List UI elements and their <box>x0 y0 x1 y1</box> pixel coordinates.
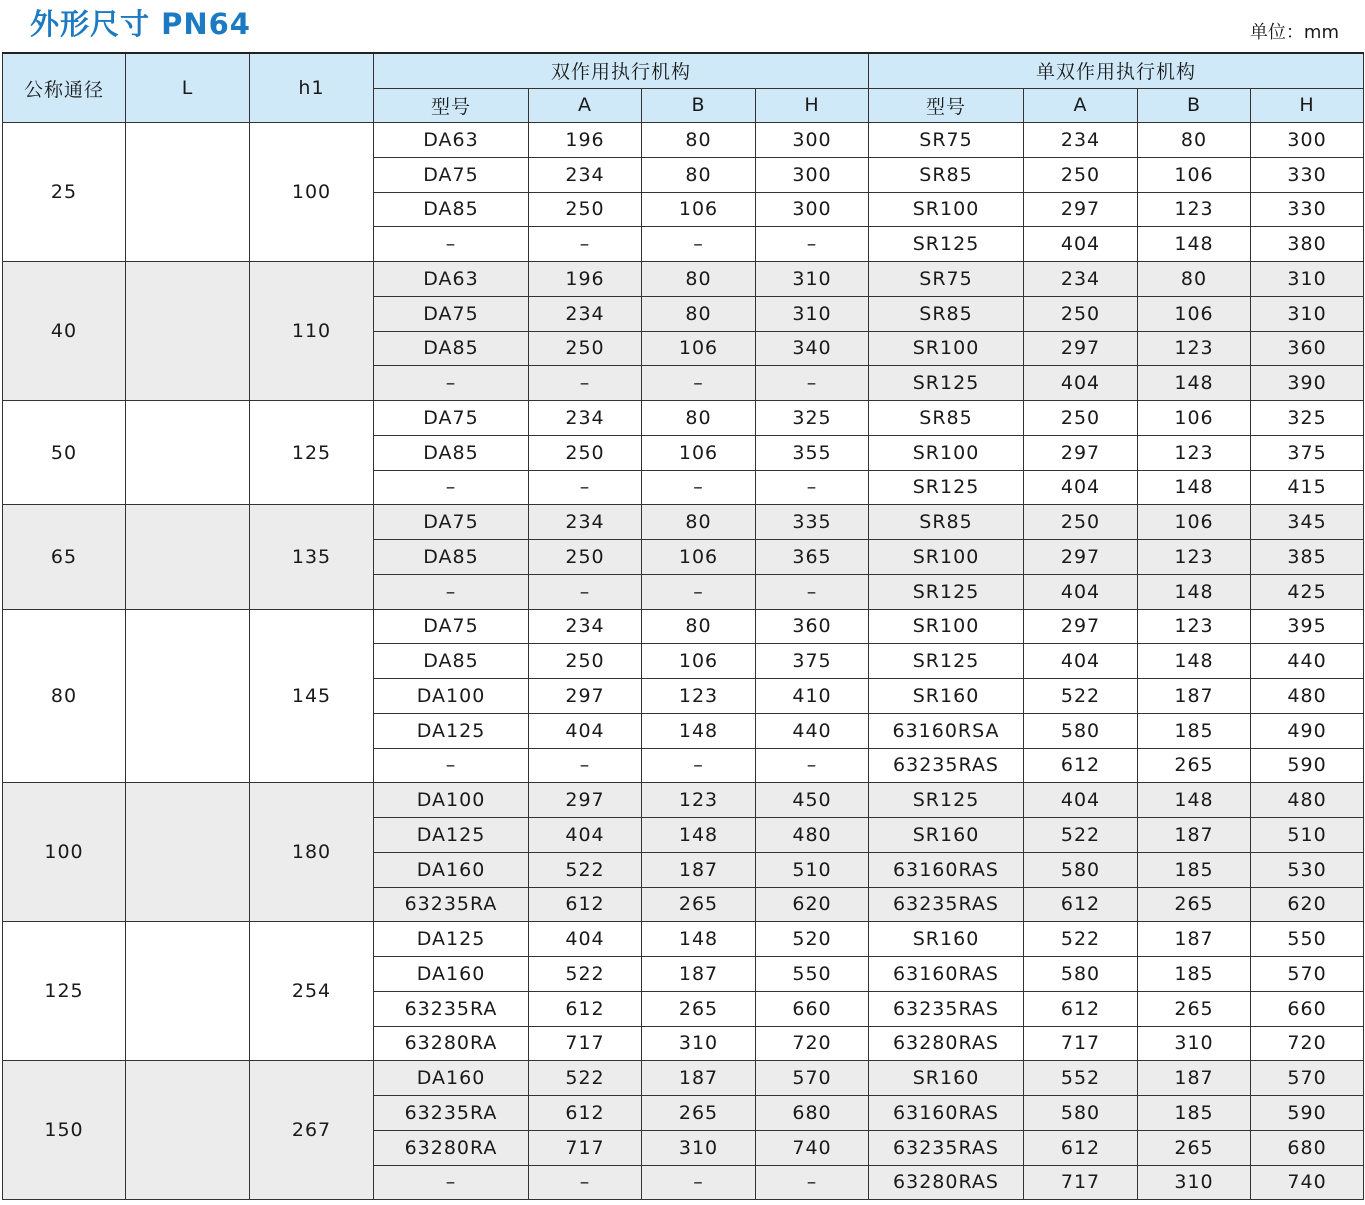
da-A-cell: 234 <box>529 296 642 331</box>
sr-B-cell: 80 <box>1138 123 1251 158</box>
da-B-cell: 148 <box>642 922 756 957</box>
sr-model-cell: SR100 <box>869 435 1024 470</box>
sr-model-cell: SR85 <box>869 296 1024 331</box>
sr-B-cell: 185 <box>1138 713 1251 748</box>
sr-A-cell: 250 <box>1024 505 1138 540</box>
sr-A-cell: 404 <box>1024 644 1138 679</box>
sr-H-cell: 345 <box>1251 505 1364 540</box>
sr-model-cell: 63160RAS <box>869 957 1024 992</box>
table-row <box>3 401 1364 436</box>
da-A-cell: – <box>529 1165 642 1200</box>
da-model-cell: – <box>374 366 529 401</box>
L-cell <box>126 783 250 922</box>
da-model-cell: DA160 <box>374 957 529 992</box>
sr-H-cell: 740 <box>1251 1165 1364 1200</box>
sr-H-cell: 390 <box>1251 366 1364 401</box>
da-model-cell: – <box>374 574 529 609</box>
sr-B-cell: 185 <box>1138 852 1251 887</box>
sr-H-cell: 310 <box>1251 296 1364 331</box>
da-A-cell: 522 <box>529 1061 642 1096</box>
header-single-double-acting: 单双作用执行机构 <box>869 53 1364 88</box>
nominal-diameter-cell: 80 <box>3 609 126 783</box>
da-B-cell: 265 <box>642 1096 756 1131</box>
sr-A-cell: 250 <box>1024 157 1138 192</box>
da-A-cell: 404 <box>529 818 642 853</box>
da-H-cell: 570 <box>756 1061 869 1096</box>
da-model-cell: DA85 <box>374 644 529 679</box>
da-A-cell: 234 <box>529 505 642 540</box>
sr-B-cell: 185 <box>1138 957 1251 992</box>
da-H-cell: 410 <box>756 679 869 714</box>
sr-H-cell: 570 <box>1251 957 1364 992</box>
sr-B-cell: 265 <box>1138 748 1251 783</box>
da-A-cell: 297 <box>529 679 642 714</box>
sr-model-cell: 63235RAS <box>869 748 1024 783</box>
da-H-cell: 300 <box>756 123 869 158</box>
table-row <box>3 609 1364 644</box>
sr-B-cell: 187 <box>1138 818 1251 853</box>
da-B-cell: – <box>642 470 756 505</box>
da-H-cell: – <box>756 366 869 401</box>
sr-model-cell: SR125 <box>869 366 1024 401</box>
da-A-cell: – <box>529 227 642 262</box>
sr-A-cell: 234 <box>1024 262 1138 297</box>
sr-B-cell: 148 <box>1138 366 1251 401</box>
da-B-cell: 80 <box>642 262 756 297</box>
sr-model-cell: SR85 <box>869 157 1024 192</box>
sr-B-cell: 148 <box>1138 227 1251 262</box>
sr-H-cell: 570 <box>1251 1061 1364 1096</box>
sr-B-cell: 106 <box>1138 401 1251 436</box>
sr-B-cell: 106 <box>1138 505 1251 540</box>
da-B-cell: 187 <box>642 852 756 887</box>
da-B-cell: 106 <box>642 192 756 227</box>
sr-H-cell: 660 <box>1251 991 1364 1026</box>
table-body <box>3 123 1364 1200</box>
L-cell <box>126 505 250 609</box>
sr-A-cell: 612 <box>1024 748 1138 783</box>
sr-B-cell: 148 <box>1138 644 1251 679</box>
da-H-cell: 720 <box>756 1026 869 1061</box>
da-B-cell: 106 <box>642 644 756 679</box>
da-model-cell: DA125 <box>374 818 529 853</box>
table-row <box>3 1061 1364 1096</box>
da-B-cell: 80 <box>642 157 756 192</box>
sr-model-cell: SR125 <box>869 574 1024 609</box>
da-model-cell: DA85 <box>374 331 529 366</box>
da-A-cell: 522 <box>529 852 642 887</box>
sr-A-cell: 717 <box>1024 1165 1138 1200</box>
sr-model-cell: SR75 <box>869 123 1024 158</box>
header-da-B: B <box>642 88 756 123</box>
sr-A-cell: 522 <box>1024 818 1138 853</box>
sr-model-cell: 63160RAS <box>869 1096 1024 1131</box>
da-H-cell: 355 <box>756 435 869 470</box>
sr-B-cell: 310 <box>1138 1026 1251 1061</box>
da-H-cell: – <box>756 227 869 262</box>
da-model-cell: DA63 <box>374 123 529 158</box>
da-H-cell: 550 <box>756 957 869 992</box>
sr-A-cell: 250 <box>1024 401 1138 436</box>
sr-B-cell: 123 <box>1138 609 1251 644</box>
da-model-cell: DA75 <box>374 401 529 436</box>
da-A-cell: 196 <box>529 262 642 297</box>
sr-H-cell: 330 <box>1251 157 1364 192</box>
L-cell <box>126 123 250 262</box>
L-cell <box>126 1061 250 1200</box>
da-model-cell: DA85 <box>374 192 529 227</box>
header-sr-B: B <box>1138 88 1251 123</box>
sr-A-cell: 404 <box>1024 227 1138 262</box>
sr-model-cell: 63160RSA <box>869 713 1024 748</box>
da-model-cell: 63280RA <box>374 1130 529 1165</box>
da-model-cell: DA125 <box>374 922 529 957</box>
da-H-cell: 300 <box>756 192 869 227</box>
da-model-cell: DA63 <box>374 262 529 297</box>
sr-H-cell: 425 <box>1251 574 1364 609</box>
da-H-cell: 310 <box>756 262 869 297</box>
sr-H-cell: 300 <box>1251 123 1364 158</box>
da-B-cell: 80 <box>642 401 756 436</box>
sr-H-cell: 590 <box>1251 1096 1364 1131</box>
da-H-cell: – <box>756 1165 869 1200</box>
sr-H-cell: 620 <box>1251 887 1364 922</box>
header-nominal-diameter: 公称通径 <box>3 53 126 123</box>
sr-B-cell: 123 <box>1138 331 1251 366</box>
da-B-cell: 123 <box>642 783 756 818</box>
sr-H-cell: 310 <box>1251 262 1364 297</box>
h1-cell: 110 <box>250 262 374 401</box>
da-model-cell: – <box>374 748 529 783</box>
da-model-cell: DA100 <box>374 783 529 818</box>
sr-model-cell: SR160 <box>869 679 1024 714</box>
da-B-cell: – <box>642 748 756 783</box>
da-A-cell: 250 <box>529 435 642 470</box>
da-H-cell: 310 <box>756 296 869 331</box>
sr-model-cell: SR100 <box>869 609 1024 644</box>
da-model-cell: DA85 <box>374 435 529 470</box>
header-da-H: H <box>756 88 869 123</box>
da-model-cell: DA125 <box>374 713 529 748</box>
h1-cell: 135 <box>250 505 374 609</box>
sr-H-cell: 680 <box>1251 1130 1364 1165</box>
da-model-cell: – <box>374 227 529 262</box>
sr-A-cell: 250 <box>1024 296 1138 331</box>
unit-label: 单位：mm <box>1249 22 1339 43</box>
da-A-cell: 717 <box>529 1026 642 1061</box>
nominal-diameter-cell: 40 <box>3 262 126 401</box>
header-sr-H: H <box>1251 88 1364 123</box>
table-row <box>3 123 1364 158</box>
sr-B-cell: 187 <box>1138 679 1251 714</box>
sr-H-cell: 590 <box>1251 748 1364 783</box>
da-A-cell: – <box>529 748 642 783</box>
da-model-cell: DA160 <box>374 852 529 887</box>
sr-A-cell: 297 <box>1024 192 1138 227</box>
da-B-cell: 80 <box>642 505 756 540</box>
da-model-cell: DA85 <box>374 540 529 575</box>
nominal-diameter-cell: 50 <box>3 401 126 505</box>
header-da-model: 型号 <box>374 88 529 123</box>
da-B-cell: 310 <box>642 1130 756 1165</box>
sr-model-cell: 63280RAS <box>869 1026 1024 1061</box>
da-B-cell: 265 <box>642 991 756 1026</box>
sr-H-cell: 360 <box>1251 331 1364 366</box>
da-A-cell: 250 <box>529 644 642 679</box>
h1-cell: 125 <box>250 401 374 505</box>
da-H-cell: – <box>756 470 869 505</box>
sr-model-cell: 63160RAS <box>869 852 1024 887</box>
table-row <box>3 262 1364 297</box>
sr-B-cell: 106 <box>1138 157 1251 192</box>
da-A-cell: 717 <box>529 1130 642 1165</box>
da-H-cell: 335 <box>756 505 869 540</box>
sr-B-cell: 148 <box>1138 574 1251 609</box>
da-B-cell: 106 <box>642 435 756 470</box>
da-B-cell: 187 <box>642 1061 756 1096</box>
sr-A-cell: 612 <box>1024 991 1138 1026</box>
da-H-cell: 450 <box>756 783 869 818</box>
table-header <box>3 53 1364 123</box>
da-A-cell: – <box>529 366 642 401</box>
da-A-cell: 234 <box>529 401 642 436</box>
sr-A-cell: 522 <box>1024 922 1138 957</box>
sr-A-cell: 580 <box>1024 1096 1138 1131</box>
sr-model-cell: SR100 <box>869 331 1024 366</box>
da-model-cell: DA75 <box>374 609 529 644</box>
da-A-cell: 612 <box>529 1096 642 1131</box>
da-H-cell: – <box>756 748 869 783</box>
sr-H-cell: 375 <box>1251 435 1364 470</box>
da-B-cell: – <box>642 574 756 609</box>
h1-cell: 100 <box>250 123 374 262</box>
da-A-cell: 196 <box>529 123 642 158</box>
da-A-cell: – <box>529 574 642 609</box>
sr-A-cell: 297 <box>1024 609 1138 644</box>
sr-model-cell: SR160 <box>869 818 1024 853</box>
header-sr-A: A <box>1024 88 1138 123</box>
da-H-cell: 520 <box>756 922 869 957</box>
da-model-cell: DA75 <box>374 505 529 540</box>
sr-H-cell: 415 <box>1251 470 1364 505</box>
sr-model-cell: 63235RAS <box>869 887 1024 922</box>
sr-B-cell: 123 <box>1138 435 1251 470</box>
da-B-cell: 80 <box>642 296 756 331</box>
sr-H-cell: 510 <box>1251 818 1364 853</box>
da-A-cell: 250 <box>529 331 642 366</box>
sr-B-cell: 265 <box>1138 887 1251 922</box>
sr-model-cell: 63235RAS <box>869 1130 1024 1165</box>
sr-A-cell: 580 <box>1024 852 1138 887</box>
nominal-diameter-cell: 65 <box>3 505 126 609</box>
sr-H-cell: 550 <box>1251 922 1364 957</box>
h1-cell: 180 <box>250 783 374 922</box>
da-A-cell: 522 <box>529 957 642 992</box>
da-H-cell: 680 <box>756 1096 869 1131</box>
sr-A-cell: 404 <box>1024 783 1138 818</box>
sr-model-cell: SR125 <box>869 783 1024 818</box>
da-A-cell: 612 <box>529 991 642 1026</box>
sr-H-cell: 385 <box>1251 540 1364 575</box>
table-row <box>3 783 1364 818</box>
sr-B-cell: 148 <box>1138 783 1251 818</box>
da-B-cell: 80 <box>642 609 756 644</box>
da-A-cell: 612 <box>529 887 642 922</box>
da-A-cell: 404 <box>529 713 642 748</box>
sr-H-cell: 490 <box>1251 713 1364 748</box>
da-A-cell: – <box>529 470 642 505</box>
da-A-cell: 404 <box>529 922 642 957</box>
h1-cell: 267 <box>250 1061 374 1200</box>
sr-B-cell: 185 <box>1138 1096 1251 1131</box>
sr-A-cell: 612 <box>1024 1130 1138 1165</box>
sr-model-cell: SR160 <box>869 1061 1024 1096</box>
sr-model-cell: SR125 <box>869 227 1024 262</box>
da-B-cell: 106 <box>642 540 756 575</box>
sr-H-cell: 720 <box>1251 1026 1364 1061</box>
da-B-cell: 106 <box>642 331 756 366</box>
da-H-cell: 360 <box>756 609 869 644</box>
da-model-cell: DA100 <box>374 679 529 714</box>
table-row <box>3 922 1364 957</box>
h1-cell: 145 <box>250 609 374 783</box>
sr-A-cell: 522 <box>1024 679 1138 714</box>
header-h1: h1 <box>250 53 374 123</box>
da-H-cell: 365 <box>756 540 869 575</box>
da-model-cell: 63235RA <box>374 887 529 922</box>
da-H-cell: – <box>756 574 869 609</box>
sr-B-cell: 187 <box>1138 922 1251 957</box>
da-B-cell: 148 <box>642 818 756 853</box>
da-B-cell: 123 <box>642 679 756 714</box>
dimension-table <box>2 52 1364 1200</box>
da-B-cell: – <box>642 227 756 262</box>
da-model-cell: – <box>374 470 529 505</box>
table-row <box>3 505 1364 540</box>
L-cell <box>126 609 250 783</box>
sr-H-cell: 325 <box>1251 401 1364 436</box>
da-H-cell: 620 <box>756 887 869 922</box>
da-A-cell: 234 <box>529 157 642 192</box>
sr-A-cell: 580 <box>1024 713 1138 748</box>
da-A-cell: 250 <box>529 192 642 227</box>
sr-A-cell: 404 <box>1024 366 1138 401</box>
nominal-diameter-cell: 25 <box>3 123 126 262</box>
da-B-cell: 265 <box>642 887 756 922</box>
sr-A-cell: 717 <box>1024 1026 1138 1061</box>
sr-model-cell: 63280RAS <box>869 1165 1024 1200</box>
sr-H-cell: 440 <box>1251 644 1364 679</box>
sr-B-cell: 106 <box>1138 296 1251 331</box>
sr-model-cell: SR160 <box>869 922 1024 957</box>
sr-B-cell: 148 <box>1138 470 1251 505</box>
sr-A-cell: 404 <box>1024 574 1138 609</box>
sr-B-cell: 265 <box>1138 1130 1251 1165</box>
sr-B-cell: 80 <box>1138 262 1251 297</box>
sr-H-cell: 480 <box>1251 679 1364 714</box>
da-model-cell: DA75 <box>374 296 529 331</box>
da-H-cell: 325 <box>756 401 869 436</box>
L-cell <box>126 401 250 505</box>
sr-model-cell: 63235RAS <box>869 991 1024 1026</box>
da-B-cell: – <box>642 366 756 401</box>
da-B-cell: 310 <box>642 1026 756 1061</box>
da-model-cell: 63235RA <box>374 991 529 1026</box>
sr-H-cell: 480 <box>1251 783 1364 818</box>
header-da-A: A <box>529 88 642 123</box>
sr-B-cell: 265 <box>1138 991 1251 1026</box>
header-double-acting: 双作用执行机构 <box>374 53 869 88</box>
sr-H-cell: 395 <box>1251 609 1364 644</box>
da-B-cell: 80 <box>642 123 756 158</box>
nominal-diameter-cell: 150 <box>3 1061 126 1200</box>
da-B-cell: 148 <box>642 713 756 748</box>
da-H-cell: 300 <box>756 157 869 192</box>
sr-model-cell: SR125 <box>869 644 1024 679</box>
sr-A-cell: 297 <box>1024 331 1138 366</box>
sr-H-cell: 330 <box>1251 192 1364 227</box>
da-model-cell: 63280RA <box>374 1026 529 1061</box>
sr-model-cell: SR85 <box>869 401 1024 436</box>
da-model-cell: DA75 <box>374 157 529 192</box>
sr-A-cell: 297 <box>1024 540 1138 575</box>
da-model-cell: – <box>374 1165 529 1200</box>
sr-B-cell: 310 <box>1138 1165 1251 1200</box>
da-A-cell: 297 <box>529 783 642 818</box>
da-B-cell: – <box>642 1165 756 1200</box>
sr-B-cell: 187 <box>1138 1061 1251 1096</box>
sr-model-cell: SR85 <box>869 505 1024 540</box>
da-B-cell: 187 <box>642 957 756 992</box>
da-H-cell: 740 <box>756 1130 869 1165</box>
sr-model-cell: SR125 <box>869 470 1024 505</box>
sr-model-cell: SR100 <box>869 192 1024 227</box>
sr-A-cell: 580 <box>1024 957 1138 992</box>
nominal-diameter-cell: 100 <box>3 783 126 922</box>
da-H-cell: 480 <box>756 818 869 853</box>
sr-A-cell: 234 <box>1024 123 1138 158</box>
L-cell <box>126 922 250 1061</box>
nominal-diameter-cell: 125 <box>3 922 126 1061</box>
da-H-cell: 340 <box>756 331 869 366</box>
sr-B-cell: 123 <box>1138 540 1251 575</box>
da-H-cell: 375 <box>756 644 869 679</box>
header-L: L <box>126 53 250 123</box>
page-title: 外形尺寸 PN64 <box>30 7 251 41</box>
da-H-cell: 440 <box>756 713 869 748</box>
da-model-cell: DA160 <box>374 1061 529 1096</box>
sr-A-cell: 297 <box>1024 435 1138 470</box>
sr-model-cell: SR100 <box>869 540 1024 575</box>
L-cell <box>126 262 250 401</box>
sr-H-cell: 380 <box>1251 227 1364 262</box>
da-A-cell: 234 <box>529 609 642 644</box>
da-H-cell: 510 <box>756 852 869 887</box>
sr-B-cell: 123 <box>1138 192 1251 227</box>
h1-cell: 254 <box>250 922 374 1061</box>
sr-A-cell: 612 <box>1024 887 1138 922</box>
sr-H-cell: 530 <box>1251 852 1364 887</box>
sr-model-cell: SR75 <box>869 262 1024 297</box>
da-A-cell: 250 <box>529 540 642 575</box>
da-model-cell: 63235RA <box>374 1096 529 1131</box>
da-H-cell: 660 <box>756 991 869 1026</box>
sr-A-cell: 552 <box>1024 1061 1138 1096</box>
sr-A-cell: 404 <box>1024 470 1138 505</box>
header-sr-model: 型号 <box>869 88 1024 123</box>
